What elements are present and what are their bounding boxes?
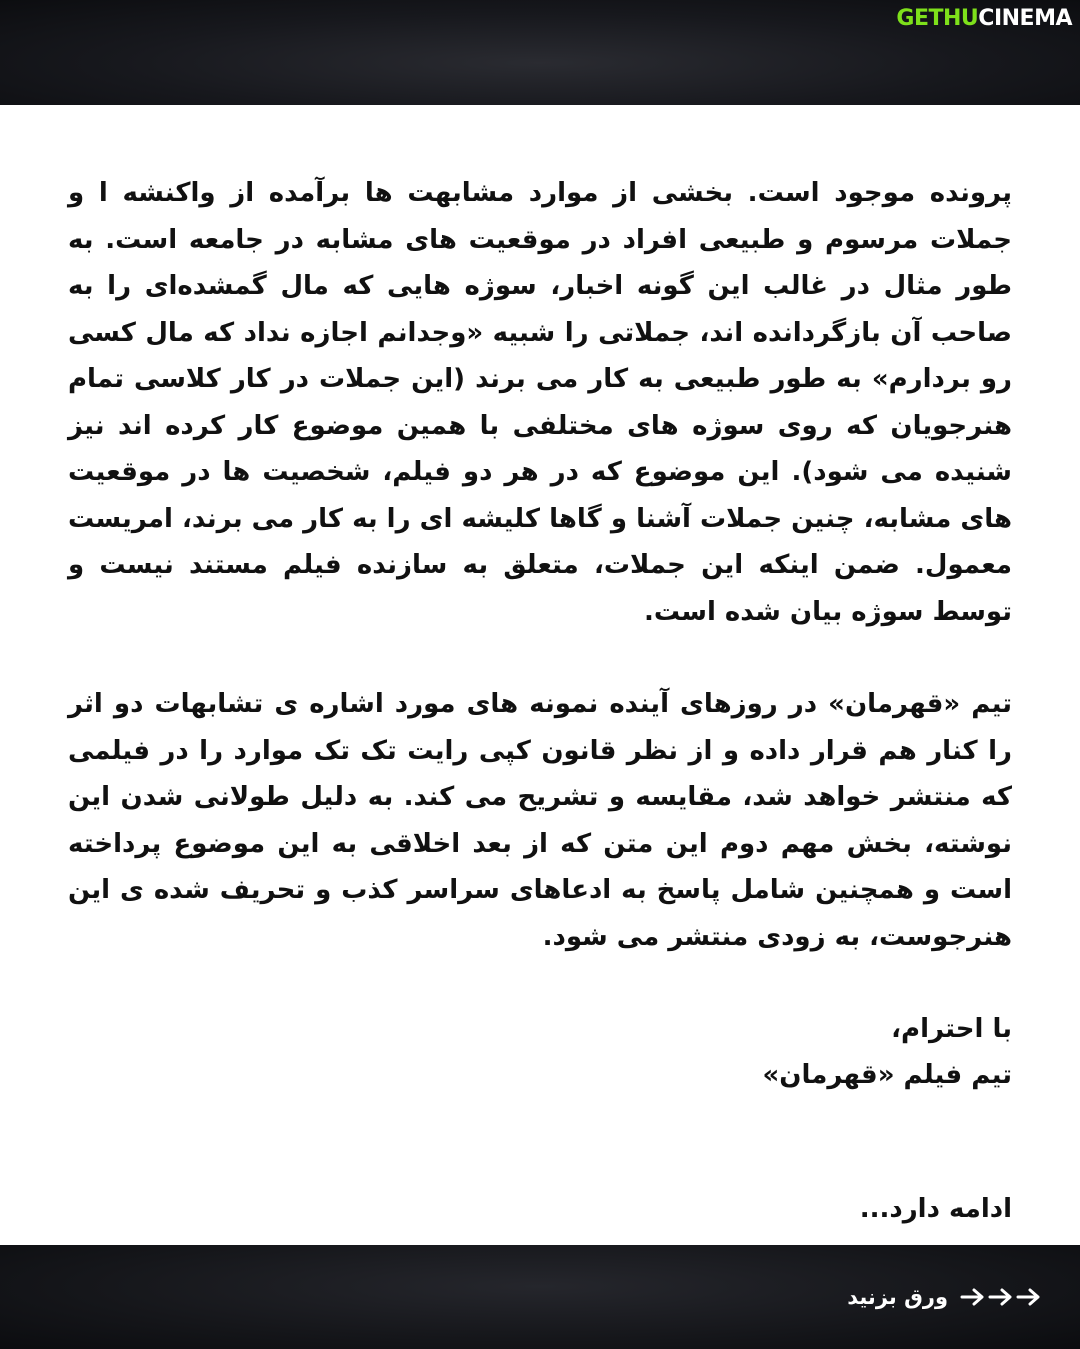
arrow-right-icon	[988, 1287, 1014, 1307]
paragraph-2: تیم «قهرمان» در روزهای آینده نمونه های مورد اشاره ی تشابهات دو اثر را کنار هم قرار داده و از نظر قانون کپی رایت تک تک موارد را در فیلمی که منتشر خواهد شد، مقایسه و تشریح می کند. به دلیل طولانی شدن این نوشته، بخش مهم دوم این متن که از بعد اخلاقی به این موضوع پرداخته است و همچنین شامل پاسخ به ادعاهای سراسر کذب و تحریف شده ی این هنرجوست، به زودی منتشر می شود.	[68, 689, 1012, 952]
continued-note: ادامه دارد...	[859, 1194, 1012, 1224]
swipe-label: ورق بزنید	[847, 1285, 948, 1309]
header-bar	[0, 0, 1080, 105]
watermark-part-a: GETHU	[896, 6, 979, 31]
arrow-right-icon	[960, 1287, 986, 1307]
swipe-arrows	[960, 1287, 1042, 1307]
closing-line: با احترام،	[891, 1014, 1012, 1044]
watermark-part-b: CINEMA	[978, 6, 1072, 31]
watermark-logo	[896, 8, 1072, 30]
signoff-block	[68, 1006, 1012, 1098]
document-page	[0, 105, 1080, 1245]
paragraph-1: پرونده موجود است. بخشی از موارد مشابهت ها برآمده از واکنشه ا و جملات مرسوم و طبیعی افراد در موقعیت های مشابه در جامعه است. به طور مثال در غالب این گونه اخبار، سوژه هایی که مال گمشده‌ای را به صاحب آن بازگردانده اند، جملاتی را شبیه «وجدانم اجازه نداد که مال کسی رو بردارم» به طور طبیعی به کار می برند (این جملات در کار کلاسی تمام هنرجویان که روی سوژه های مختلفی با همین موضوع کار کرده اند نیز شنیده می شود). این موضوع که در هر دو فیلم، شخصیت ها در موقعیت های مشابه، چنین جملات آشنا و گاها کلیشه ای را به کار می برند، امریست معمول. ضمن اینکه این جملات، متعلق به سازنده فیلم مستند نیست و توسط سوژه بیان شده است.	[68, 178, 1012, 627]
signature-line: تیم فیلم «قهرمان»	[762, 1060, 1012, 1090]
article-body	[68, 170, 1012, 1233]
swipe-hint[interactable]	[847, 1277, 1042, 1317]
footer-bar	[0, 1245, 1080, 1349]
arrow-right-icon	[1016, 1287, 1042, 1307]
